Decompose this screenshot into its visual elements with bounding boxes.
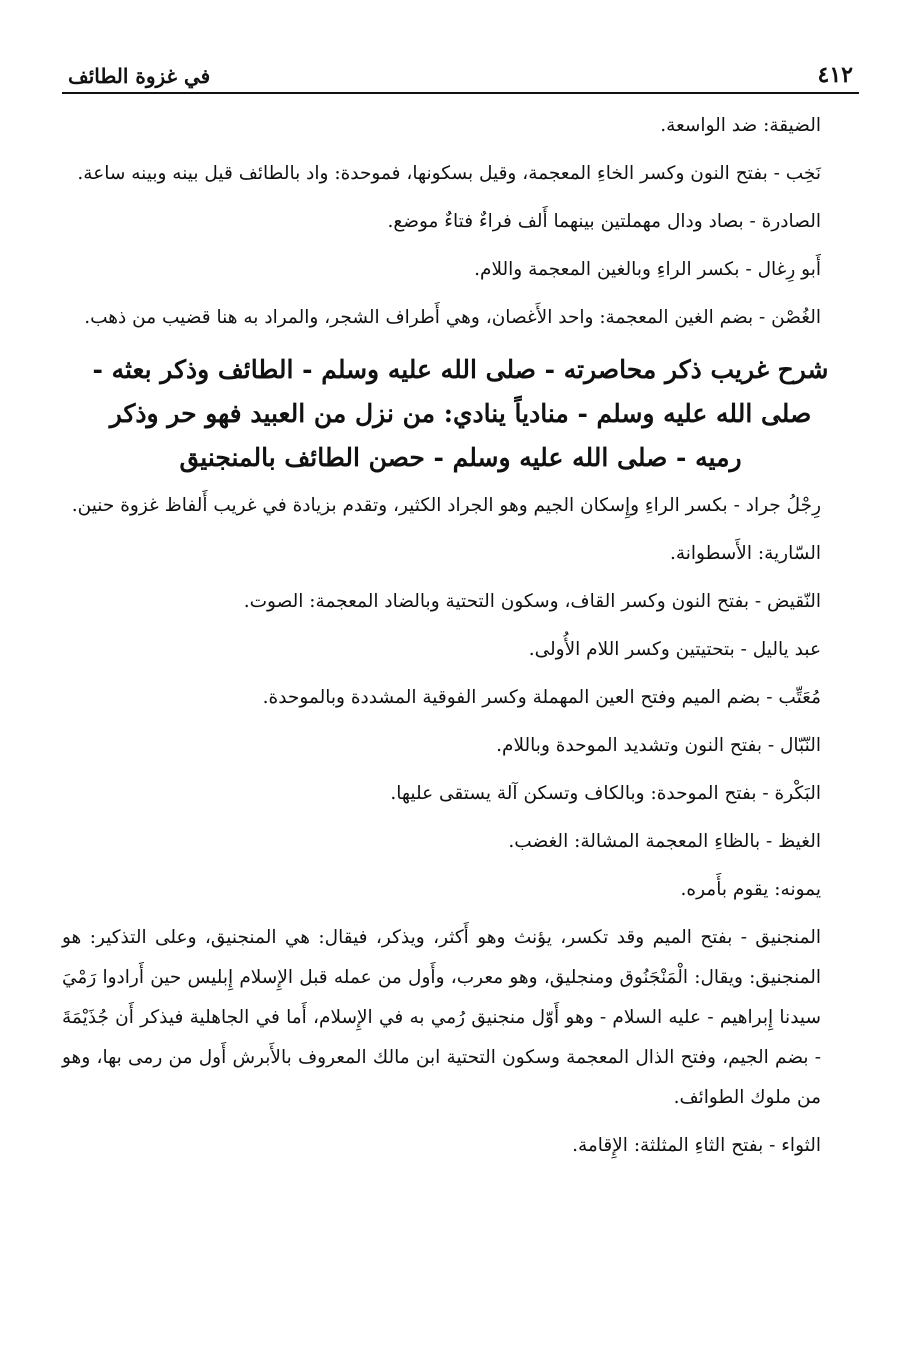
page-content [62, 106, 859, 1166]
glossary-entry: النّبّال - بفتح النون وتشديد الموحدة وباللام. [496, 735, 821, 756]
glossary-entry: النّقيض - بفتح النون وكسر القاف، وسكون التحتية وبالضاد المعجمة: الصوت. [243, 591, 821, 612]
glossary-entry: الضيقة: ضد الواسعة. [660, 115, 821, 136]
glossary-entry: الغُصْن - بضم الغين المعجمة: واحد الأَغصان، وهي أَطراف الشجر، والمراد به هنا قضيب من ذهب. [84, 307, 821, 328]
glossary-entry: السّارية: الأَسطوانة. [669, 543, 821, 564]
glossary-entry: أَبو رِغال - بكسر الراءِ وبالغين المعجمة واللام. [474, 259, 821, 280]
running-title: في غزوة الطائف [68, 64, 211, 88]
glossary-entry: الغيظ - بالظاءِ المعجمة المشالة: الغضب. [508, 831, 821, 852]
glossary-entry: عبد ياليل - بتحتيتين وكسر اللام الأُولى. [528, 639, 821, 660]
running-header [62, 52, 859, 94]
glossary-entry: الصادرة - بصاد ودال مهملتين بينهما أَلف فراءٌ فتاءٌ موضع. [387, 211, 821, 232]
glossary-entry: نَخِب - بفتح النون وكسر الخاءِ المعجمة، وقيل بسكونها، فموحدة: واد بالطائف قيل بينه وبينه ساعة. [77, 163, 821, 184]
page-number: ٤١٢ [817, 62, 853, 88]
glossary-entry: مُعَتِّب - بضم الميم وفتح العين المهملة وكسر الفوقية المشددة وبالموحدة. [262, 687, 821, 708]
section-heading: شرح غريب ذكر محاصرته - صلى الله عليه وسلم - الطائف وذكر بعثه - صلى الله عليه وسلم - منادياً ينادي: من نزل من العبيد فهو حر وذكر رميه - صلى الله عليه وسلم - حصن الطائف بالمنجنيق [92, 355, 829, 472]
glossary-entry: يمونه: يقوم بأَمره. [680, 879, 821, 900]
glossary-entry: الثواء - بفتح الثاءِ المثلثة: الإِقامة. [572, 1135, 821, 1156]
glossary-entry: المنجنيق - بفتح الميم وقد تكسر، يؤنث وهو أَكثر، ويذكر، فيقال: هي المنجنيق، وعلى التذكير: هو المنجنيق: ويقال: الْمَنْجَنُوق ومنجليق، وهو معرب، وأَول من عمله قبل الإِسلام إِبليس حين أَرادوا رَمْيَ سيدنا إِبراهيم - عليه السلام - وهو أَوّل منجنيق رُمي به في الإِسلام، أَما في الجاهلية فيذكر أَن جُذَيْمَةَ - بضم الجيم، وفتح الذال المعجمة وسكون التحتية ابن مالك المعروف بالأَبرش أَول من رمى بها، وهو من ملوك الطوائف. [62, 927, 821, 1108]
glossary-entry: رِجْلُ جراد - بكسر الراءِ وإِسكان الجيم وهو الجراد الكثير، وتقدم بزيادة في غريب أَلفاظ غزوة حنين. [71, 495, 821, 516]
glossary-entry: البَكْرة - بفتح الموحدة: وبالكاف وتسكن آلة يستقى عليها. [390, 783, 821, 804]
